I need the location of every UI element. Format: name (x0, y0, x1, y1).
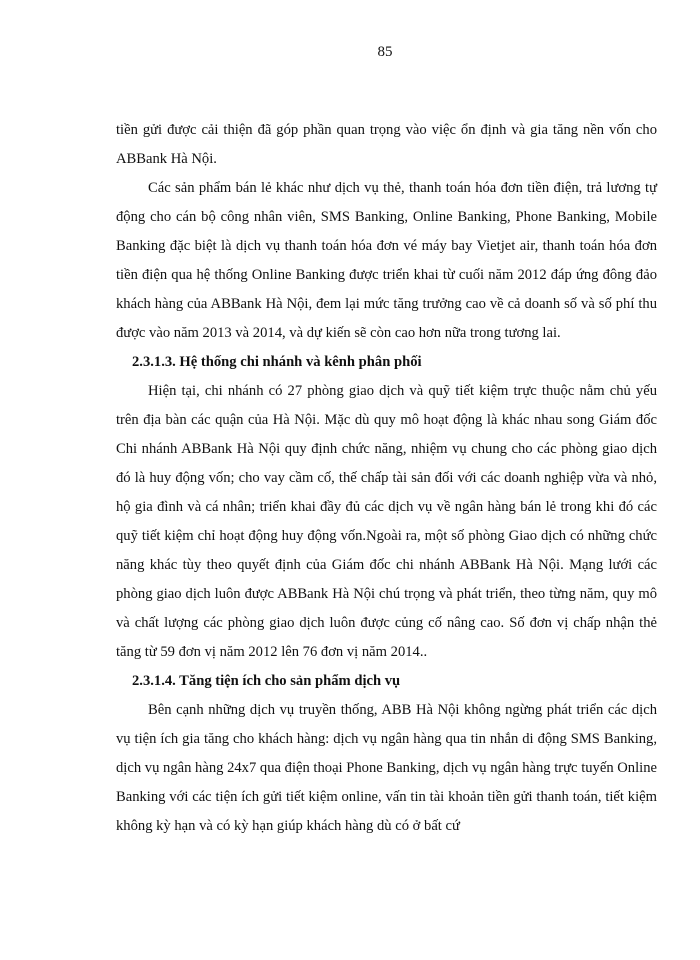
paragraph-branch-network: Hiện tại, chi nhánh có 27 phòng giao dịch và quỹ tiết kiệm trực thuộc nằm chủ yếu trên địa bàn các quận của Hà Nội. Mặc dù quy mô hoạt động là khác nhau song Giám đốc Chi nhánh ABBank Hà Nội quy định chức năng, nhiệm vụ chung cho các phòng giao dịch đó là huy động vốn; cho vay cầm cố, thế chấp tài sản đối với các doanh nghiệp vừa và nhỏ, hộ gia đình và cá nhân; triển khai đầy đủ các dịch vụ về ngân hàng bán lẻ trong khi đó các quỹ tiết kiệm chỉ hoạt động huy động vốn.Ngoài ra, một số phòng Giao dịch có những chức năng khác tùy theo quyết định của Giám đốc chi nhánh ABBank Hà Nội. Mạng lưới các phòng giao dịch luôn được ABBank Hà Nội chú trọng và phát triển, theo từng năm, quy mô và chất lượng các phòng giao dịch luôn được củng cố nâng cao. Số đơn vị chấp nhận thẻ tăng từ 59 đơn vị năm 2012 lên 76 đơn vị năm 2014.. (116, 383, 657, 660)
paragraph-deposits-conclusion: tiền gửi được cải thiện đã góp phần quan trọng vào việc ổn định và gia tăng nền vốn cho ABBank Hà Nội. (116, 122, 657, 167)
document-body (116, 116, 657, 841)
section-heading-service-utilities: 2.3.1.4. Tăng tiện ích cho sản phẩm dịch vụ (132, 673, 401, 689)
paragraph-service-utilities: Bên cạnh những dịch vụ truyền thống, ABB Hà Nội không ngừng phát triển các dịch vụ tiện ích gia tăng cho khách hàng: dịch vụ ngân hàng qua tin nhắn di động SMS Banking, dịch vụ ngân hàng 24x7 qua điện thoại Phone Banking, dịch vụ ngân hàng trực tuyến Online Banking với các tiện ích gửi tiết kiệm online, vấn tin tài khoản tiền gửi thanh toán, tiết kiệm không kỳ hạn và có kỳ hạn giúp khách hàng dù có ở bất cứ (116, 702, 657, 834)
page-number: 85 (377, 44, 393, 60)
section-heading-branch-network: 2.3.1.3. Hệ thống chi nhánh và kênh phân phối (132, 354, 422, 370)
paragraph-retail-products: Các sản phẩm bán lẻ khác như dịch vụ thẻ, thanh toán hóa đơn tiền điện, trả lương tự động cho cán bộ công nhân viên, SMS Banking, Online Banking, Phone Banking, Mobile Banking đặc biệt là dịch vụ thanh toán hóa đơn vé máy bay Vietjet air, thanh toán hóa đơn tiền điện qua hệ thống Online Banking được triển khai từ cuối năm 2012 đáp ứng đông đảo khách hàng của ABBank Hà Nội, đem lại mức tăng trưởng cao về cả doanh số và số phí thu được vào năm 2013 và 2014, và dự kiến sẽ còn cao hơn nữa trong tương lai. (116, 180, 657, 341)
